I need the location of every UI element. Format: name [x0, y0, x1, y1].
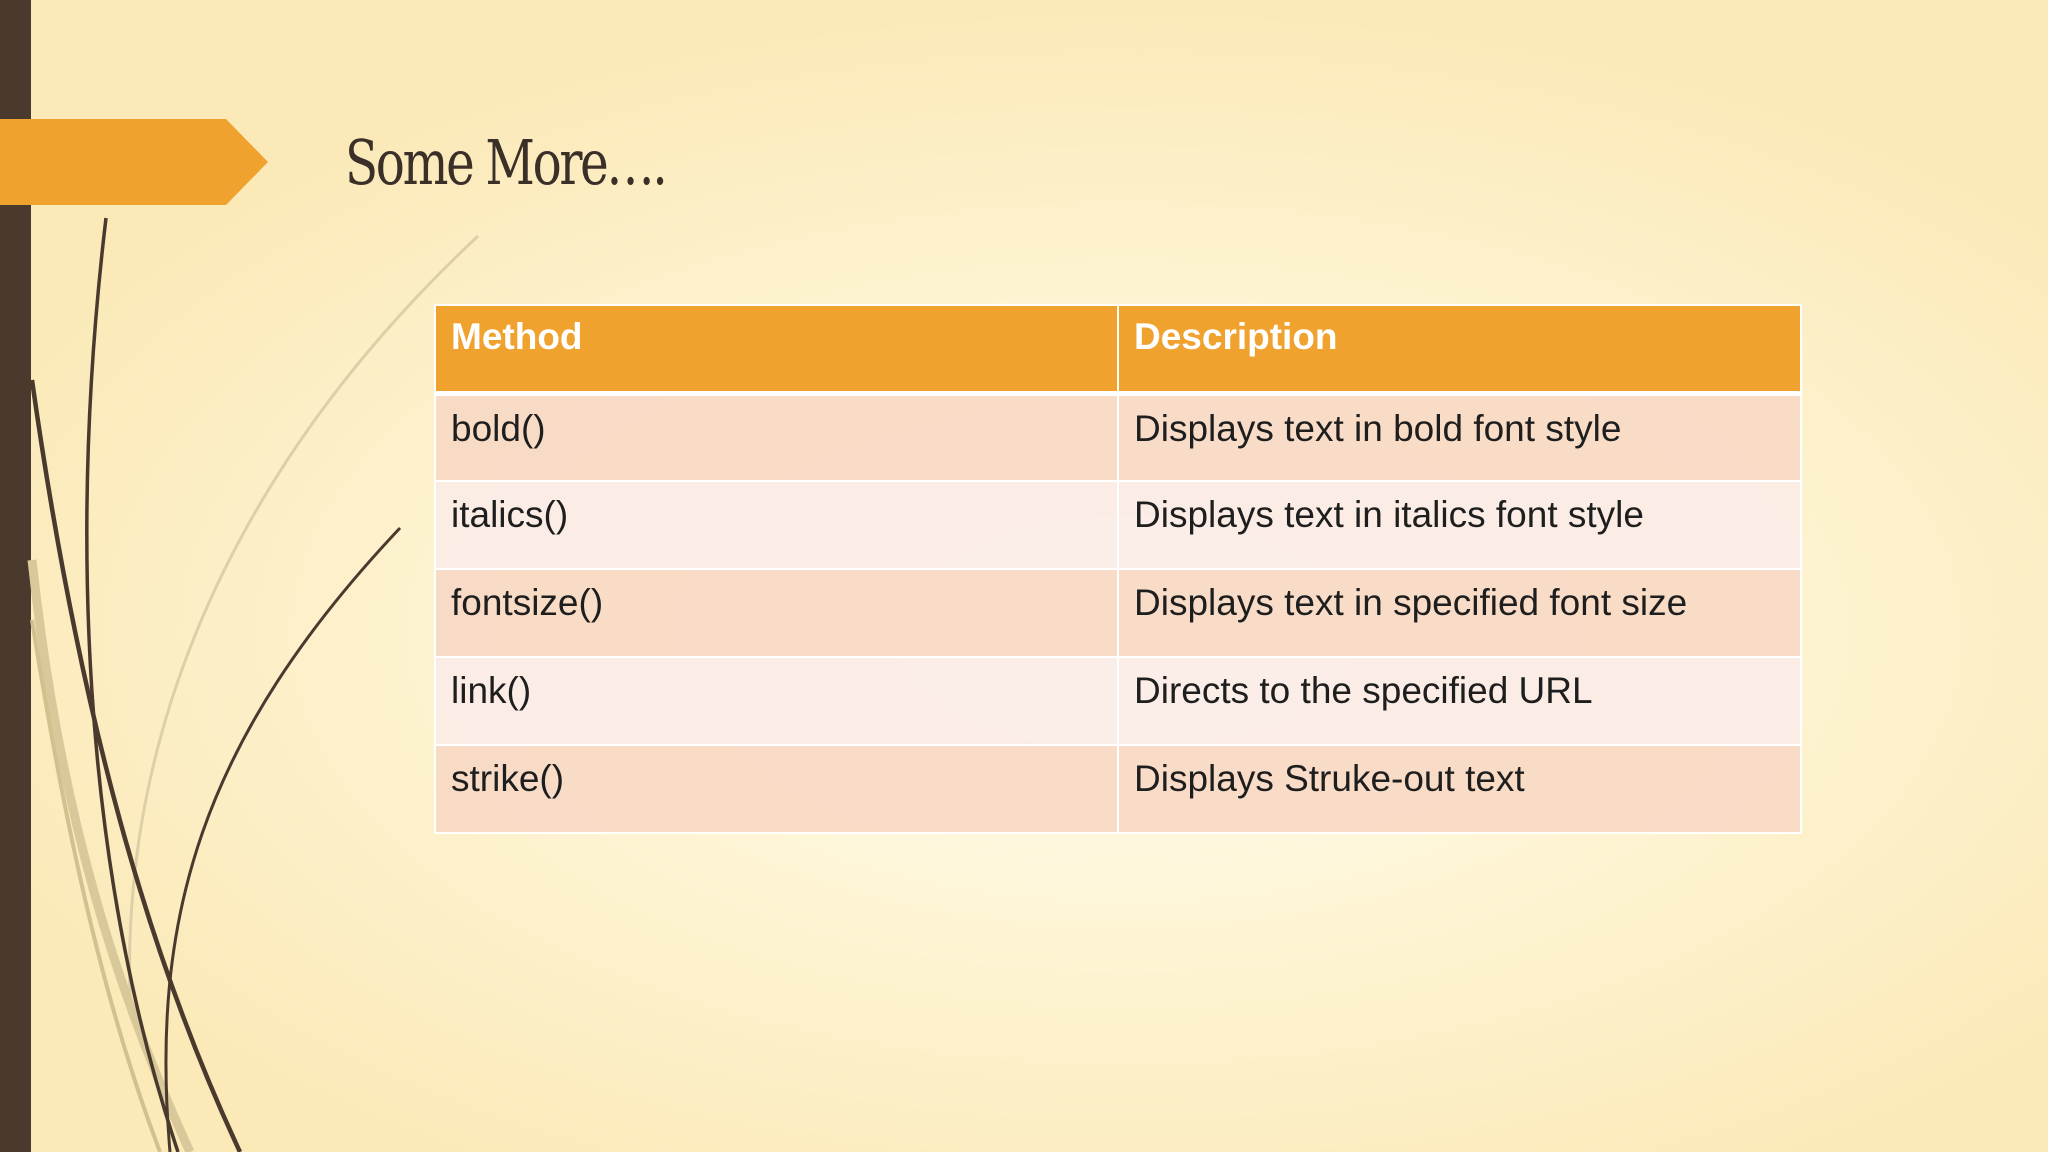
orange-arrow-flag [0, 119, 268, 205]
table-row [435, 657, 1801, 745]
column-header-description: Description [1118, 305, 1801, 393]
table-header-row [435, 305, 1801, 393]
table-row [435, 393, 1801, 481]
description-cell: Displays text in bold font style [1118, 393, 1801, 481]
table-row [435, 481, 1801, 569]
description-cell: Displays text in specified font size [1118, 569, 1801, 657]
description-cell: Displays Struke-out text [1118, 745, 1801, 833]
column-header-method: Method [435, 305, 1118, 393]
description-cell: Displays text in italics font style [1118, 481, 1801, 569]
slide-title: Some More…. [345, 126, 666, 199]
method-cell: link() [435, 657, 1118, 745]
method-cell: bold() [435, 393, 1118, 481]
method-cell: fontsize() [435, 569, 1118, 657]
description-cell: Directs to the specified URL [1118, 657, 1801, 745]
table-row [435, 745, 1801, 833]
method-cell: strike() [435, 745, 1118, 833]
method-cell: italics() [435, 481, 1118, 569]
methods-table [434, 304, 1802, 834]
table-row [435, 569, 1801, 657]
